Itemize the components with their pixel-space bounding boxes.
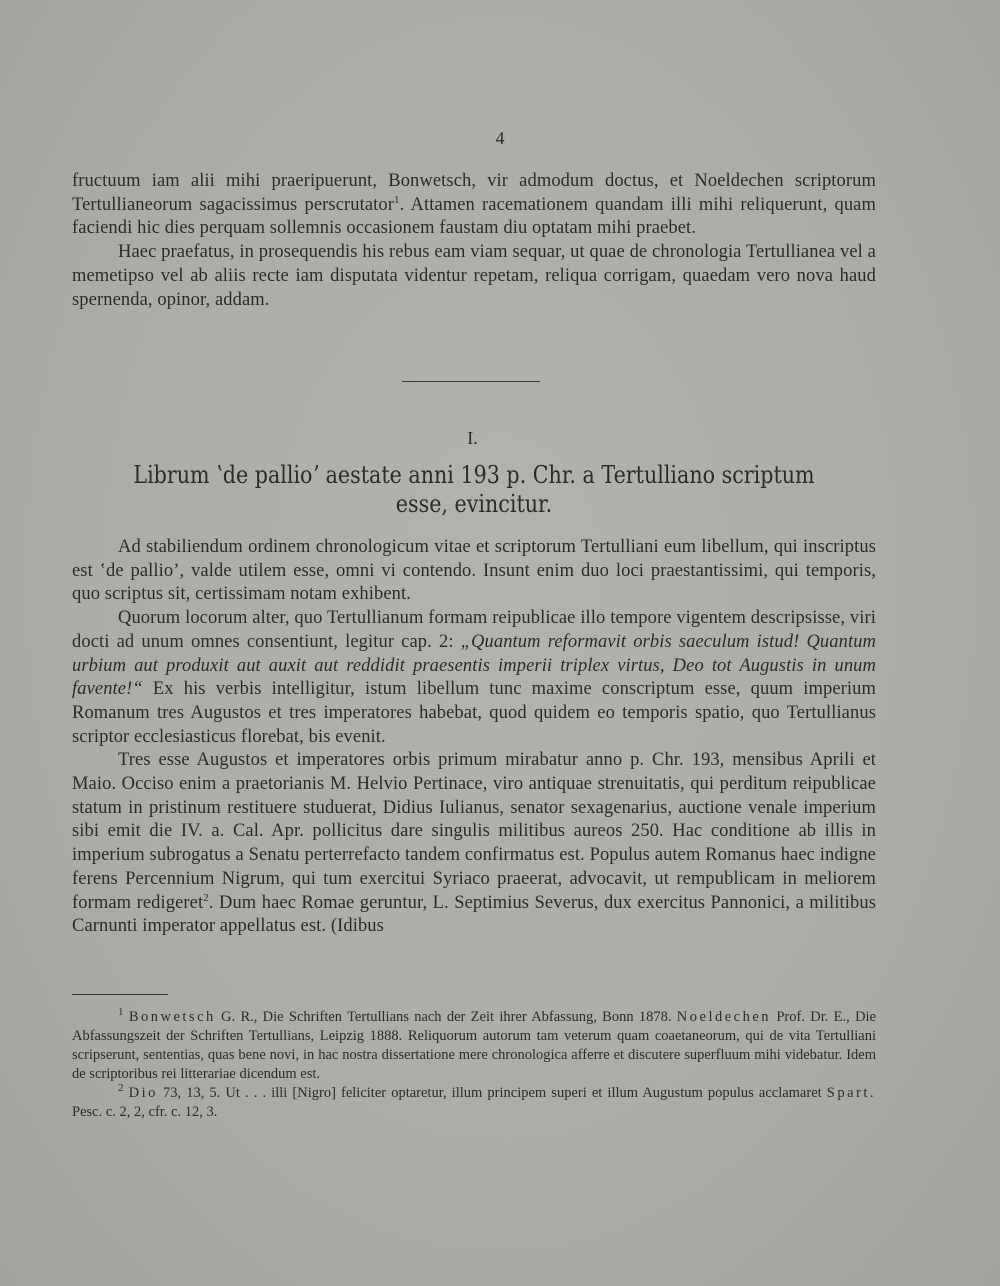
- body-paragraph-1: Ad stabiliendum ordinem chronologicum vitae et scriptorum Tertulliani eum libellum, qui inscriptus est ʽde pallioʼ, valde utilem esse, omni vi contendo. Insunt enim duo loci praestantissimi, qui temporis, quo scriptus sit, certissimam notam exhibent.: [72, 537, 876, 605]
- body-paragraph-3-rest: . Dum haec Romae geruntur, L. Septimius Severus, dux exercitus Pannonici, a militibus Carnunti imperator appellatus est. (Idibus: [72, 892, 876, 937]
- footnote-2-number: 2: [118, 1082, 124, 1095]
- footnote-1-number: 1: [118, 1006, 124, 1019]
- body-paragraph-2-rest: Ex his verbis intelligitur, istum libellum tunc maxime conscriptum esse, quum imperium Romanum tres Augustos et tres imperatores habebat, quod quidem eo temporis spatio, quo Tertullianus scriptor ecclesiasticus florebat, bis evenit.: [72, 679, 876, 747]
- footnotes: [72, 1008, 876, 1122]
- footnote-2: [72, 1084, 876, 1122]
- body-paragraph-3-text: Tres esse Augustos et imperatores orbis primum mirabatur anno p. Chr. 193, mensibus Aprili et Maio. Occiso enim a praetorianis M. Helvio Pertinace, viro antiquae strenuitatis, qui perditum reipublicae statum in pristinum restituere studuerat, Didius Iulianus, senator sexagenarius, auctione venale imperium sibi emit die IV. a. Cal. Apr. pollicitus dare singulis militibus aureos 250. Hac conditione ab illis in imperium subrogatus a Senatu perterrefacto tandem confirmatus est. Populus autem Romanus haec indigne ferens Percennium Nigrum, qui tum exercitui Syriaco praeerat, advocavit, ut rempublicam in meliorem formam redigeret: [72, 750, 876, 913]
- body-paragraph-2-text: Quorum locorum alter, quo Tertullianum formam reipublicae illo tempore vigentem descripsisse, viri docti ad unum omnes consentiunt, legitur cap. 2:: [72, 608, 876, 652]
- footnote-rule: [72, 994, 168, 995]
- footnote-1-text: G. R., Die Schriften Tertullians nach der Zeit ihrer Abfassung, Bonn 1878.: [215, 1009, 677, 1025]
- body-paragraph-2: [72, 607, 876, 749]
- footnote-2-text: 73, 13, 5. Ut . . . illi [Nigro] feliciter optaretur, illum principem superi et illum Augustum populus acclamaret: [157, 1085, 827, 1101]
- footnote-1-author-2: Noeldechen: [676, 1009, 772, 1025]
- body-paragraph-3: [72, 749, 876, 939]
- page-number: 4: [495, 128, 505, 148]
- body-text: [72, 536, 876, 939]
- intro-text: [72, 170, 876, 312]
- section-number: I.: [467, 428, 478, 448]
- footnote-ref-1: 1: [394, 193, 400, 206]
- footnote-ref-2: 2: [203, 891, 209, 904]
- footnote-2-text-2: Pesc. c. 2, 2, cfr. c. 12, 3.: [72, 1104, 218, 1120]
- intro-paragraph-1-text: fructuum iam alii mihi praeripuerunt, Bonwetsch, vir admodum doctus, et Noeldechen scriptorum Tertullianeorum sagacissimus perscrutator: [72, 171, 876, 215]
- footnote-2-author: Dio: [128, 1085, 158, 1101]
- footnote-1-author: Bonwetsch: [128, 1009, 216, 1025]
- intro-paragraph-1-rest: . Attamen racemationem quandam illi mihi reliquerunt, quam faciendi hic dies perquam sollemnis occasionem faustam diu optatam mihi praebet.: [72, 194, 876, 239]
- intro-paragraph-1: [72, 170, 876, 241]
- footnote-1-text-2: Prof. Dr. E., Die Abfassungszeit der Schriften Tertullians, Leipzig 1888. Reliquorum autorum tam veterum quam coaetaneorum, qui de vita Tertulliani scripserunt, sententias, quas bene novi, in hac nostra dissertatione mere chronologica afferre et discutere superfluum mihi videbatur. Idem de scriptoribus rei litterariae dicendum est.: [72, 1009, 877, 1082]
- intro-paragraph-2: Haec praefatus, in prosequendis his rebus eam viam sequar, ut quae de chronologia Tertullianea vel a memetipso vel ab aliis recte iam disputata videntur repetam, reliqua corrigam, quaedam vero nova haud spernenda, opinor, addam.: [72, 242, 876, 310]
- footnote-1: [72, 1008, 876, 1084]
- body-quote: „Quantum reformavit orbis saeculum istud! Quantum urbium aut produxit aut auxit aut reddidit praesentis imperii triplex virtus, Deo tot Augustis in unum favente!“: [72, 631, 877, 700]
- section-separator: [402, 381, 540, 382]
- section-title: Librum ʽde pallioʼ aestate anni 193 p. Chr. a Tertulliano scriptum esse, evincitur.: [133, 461, 815, 518]
- footnote-2-author-2: Spart.: [826, 1085, 877, 1101]
